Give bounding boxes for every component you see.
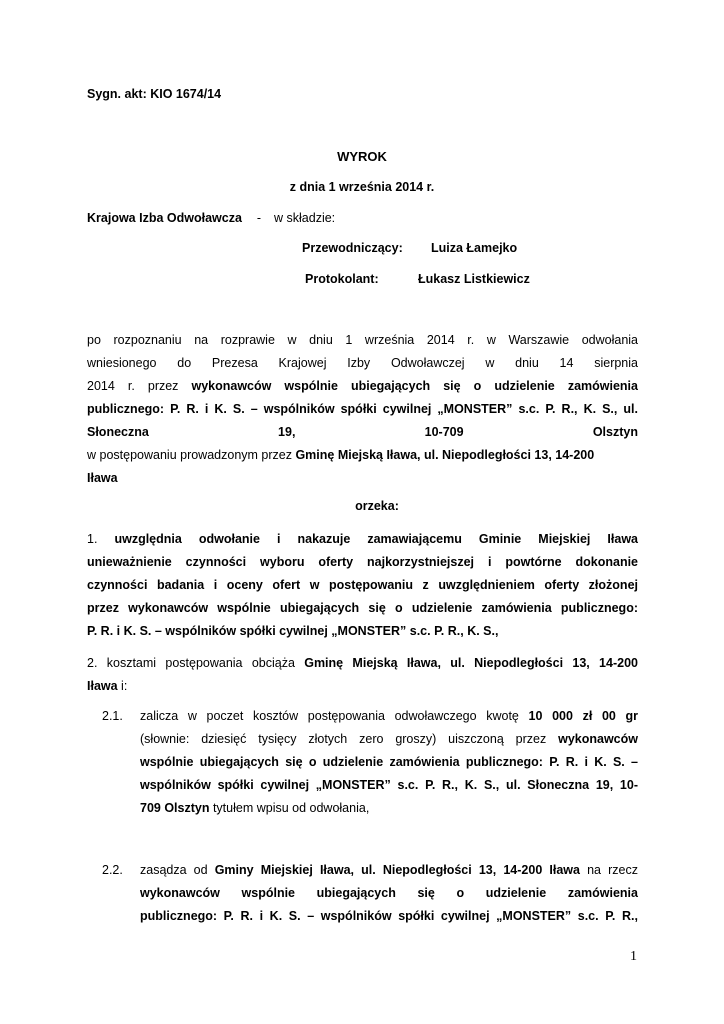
point-line: [87, 675, 638, 698]
intro-paragraph: [87, 329, 638, 490]
point-bold-text: uwzględnia odwołanie i nakazuje zamawiającemu Gminie Miejskiej Iława: [114, 532, 638, 546]
clerk-name: Łukasz Listkiewicz: [418, 272, 530, 286]
point-line: [87, 652, 638, 675]
point-2-2-number: 2.2.: [102, 863, 123, 877]
address-number: 19,: [278, 425, 296, 439]
chamber-name: Krajowa Izba Odwoławcza: [87, 211, 242, 225]
point-line: wspólników spółki cywilnej „MONSTER” s.c. P. R., K. S., ul. Słoneczna 19, 10-: [140, 778, 638, 792]
point-line: unieważnienie czynności wyboru oferty najkorzystniejszej i powtórne dokonanie: [87, 555, 638, 569]
point-number: 1.: [87, 532, 115, 546]
intro-address-line: [87, 421, 638, 444]
judgment-date: z dnia 1 września 2014 r.: [289, 180, 435, 194]
chair-label: Przewodniczący:: [302, 241, 403, 255]
page-number: 1: [630, 949, 637, 964]
case-signature: Sygn. akt: KIO 1674/14: [87, 87, 222, 101]
clerk-label: Protokolant:: [305, 272, 379, 286]
point-2: [87, 652, 638, 698]
point-text: zalicza w poczet kosztów postępowania odwoławczego kwotę: [140, 709, 529, 723]
point-bold-text: wykonawców: [558, 732, 638, 746]
intro-line: Iława: [87, 471, 118, 485]
point-line: [140, 797, 638, 820]
point-text: i:: [117, 679, 128, 693]
point-line: P. R. i K. S. – wspólników spółki cywilnej „MONSTER” s.c. P. R., K. S.,: [87, 624, 499, 638]
point-line: czynności badania i oceny ofert w postępowaniu z uwzględnieniem oferty złożonej: [87, 578, 638, 592]
point-bold-text: Gminę Miejską Iława, ul. Niepodległości 13, 14-200: [304, 656, 638, 670]
decides-text: orzeka:: [355, 499, 399, 513]
point-text: zasądza od: [140, 863, 215, 877]
point-line: wspólnie ubiegających się o udzielenie zamówienia publicznego: P. R. i K. S. –: [140, 755, 638, 769]
point-bold-text: 10 000 zł 00 gr: [528, 709, 638, 723]
document-title: WYROK: [337, 149, 387, 164]
point-line: [140, 705, 638, 728]
point-line: [140, 859, 638, 882]
point-2-2: [140, 859, 638, 928]
address-postal: 10-709: [424, 425, 464, 439]
decides-heading: [0, 497, 724, 515]
intro-bold-text: Gminę Miejską Iława, ul. Niepodległości 13, 14-200: [295, 448, 595, 462]
point-text: 2. kosztami postępowania obciąża: [87, 656, 305, 670]
point-line: przez wykonawców wspólnie ubiegających się o udzielenie zamówienia publicznego:: [87, 601, 638, 615]
point-1: [87, 528, 638, 643]
intro-line: [87, 375, 638, 398]
point-line: wykonawców wspólnie ubiegających się o udzielenie zamówienia: [140, 886, 638, 900]
point-2-1-number: 2.1.: [102, 709, 123, 723]
intro-bold-text: wykonawców wspólnie ubiegających się o udzielenie zamówienia: [191, 379, 638, 393]
intro-text: 2014 r. przez: [87, 379, 192, 393]
chamber-dash: -: [256, 211, 262, 225]
chair-name: Luiza Łamejko: [431, 241, 518, 255]
point-bold-text: Gminy Miejskiej Iława, ul. Niepodległości 13, 14-200 Iława: [214, 863, 580, 877]
intro-line: wniesionego do Prezesa Krajowej Izby Odwoławczej w dniu 14 sierpnia: [87, 356, 638, 370]
intro-line: po rozpoznaniu na rozprawie w dniu 1 września 2014 r. w Warszawie odwołania: [87, 333, 638, 347]
point-line: [140, 728, 638, 751]
point-bold-text: 709 Olsztyn: [140, 801, 210, 815]
point-text: tytułem wpisu od odwołania,: [209, 801, 370, 815]
intro-text: w postępowaniu prowadzonym przez: [87, 448, 296, 462]
intro-line: [87, 444, 638, 467]
point-line: publicznego: P. R. i K. S. – wspólników spółki cywilnej „MONSTER” s.c. P. R.,: [140, 909, 638, 923]
point-text: na rzecz: [579, 863, 638, 877]
composition-label: w składzie:: [274, 211, 336, 225]
point-bold-text: Iława: [87, 679, 118, 693]
address-street: Słoneczna: [87, 425, 149, 439]
point-2-1: [140, 705, 638, 820]
intro-line: publicznego: P. R. i K. S. – wspólników spółki cywilnej „MONSTER” s.c. P. R., K. S., ul.: [87, 402, 638, 416]
point-line: [87, 528, 638, 551]
address-city: Olsztyn: [592, 425, 638, 439]
chamber-line: [87, 209, 335, 227]
point-text: (słownie: dziesięć tysięcy złotych zero groszy) uiszczoną przez: [140, 732, 559, 746]
